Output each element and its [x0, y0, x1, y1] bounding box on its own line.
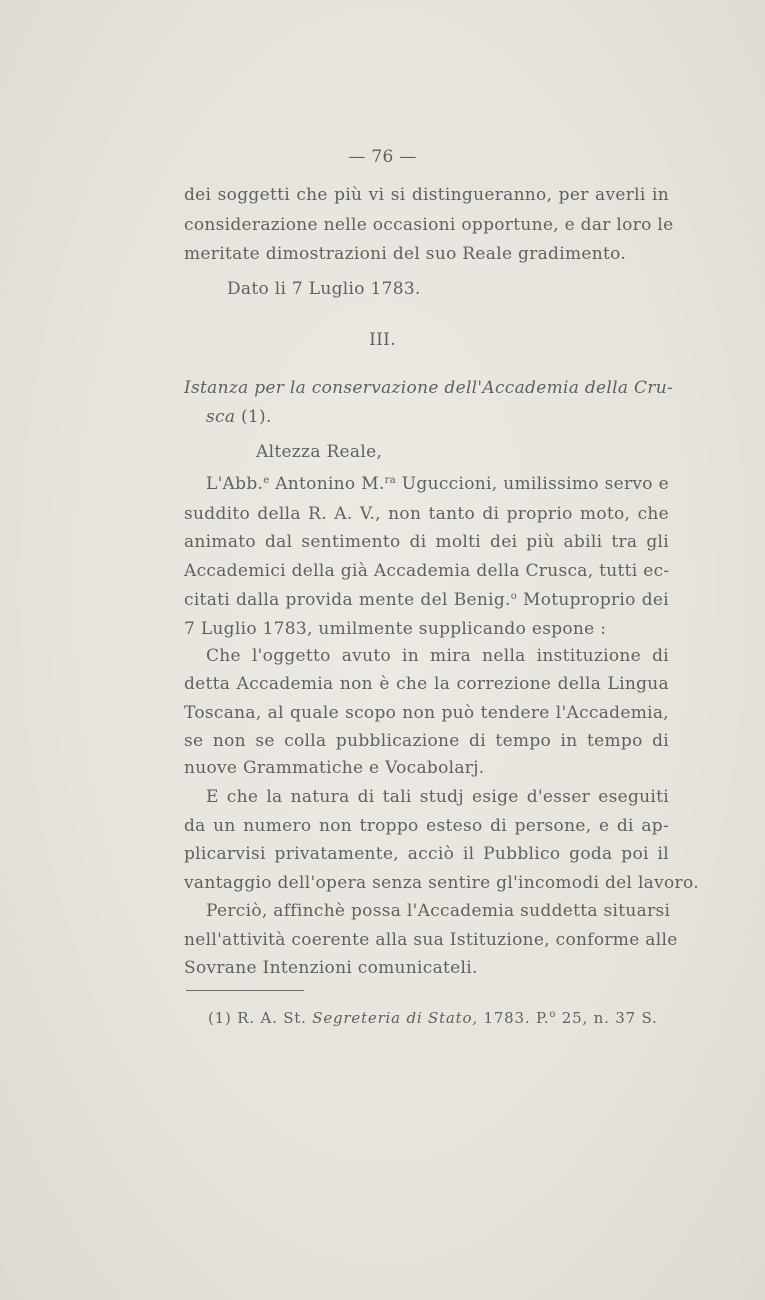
footnote — [208, 1008, 658, 1028]
text-fragment: Motuproprio dei — [517, 590, 669, 610]
text-line: da un numero non troppo esteso di persone, e di ap- — [184, 816, 669, 836]
salutation: Altezza Reale, — [256, 442, 383, 462]
section-heading-continued — [206, 406, 272, 428]
footnote-reference: (1). — [235, 407, 272, 427]
text-line: vantaggio dell'opera senza sentire gl'incomodi del lavoro. — [184, 873, 699, 893]
text-line: nuove Grammatiche e Vocabolarj. — [184, 758, 485, 778]
text-line — [184, 589, 669, 611]
footnote-italic: Segreteria di Stato, — [312, 1009, 478, 1027]
footnote-divider — [186, 990, 304, 991]
footnote-text: (1) R. A. St. — [208, 1009, 313, 1027]
text-line: plicarvisi privatamente, acciò il Pubblico goda poi il — [184, 844, 669, 864]
text-line: considerazione nelle occasioni opportune, e dar loro le — [184, 215, 674, 235]
text-line: detta Accademia non è che la correzione della Lingua — [184, 674, 669, 694]
text-line: Che l'oggetto avuto in mira nella instituzione di — [206, 646, 669, 666]
text-line: Toscana, al quale scopo non può tendere l'Accademia, — [184, 703, 669, 723]
text-line: se non se colla pubblicazione di tempo in tempo di — [184, 731, 669, 751]
superscript: o — [549, 1009, 557, 1020]
date-line: Dato li 7 Luglio 1783. — [227, 279, 421, 299]
text-line: animato dal sentimento di molti dei più abili tra gli — [184, 532, 669, 552]
text-fragment: Antonino M. — [269, 474, 385, 494]
superscript: o — [510, 591, 518, 602]
text-line — [206, 473, 669, 495]
text-line: E che la natura di tali studj esige d'esser eseguiti — [206, 787, 669, 807]
page-number: — 76 — — [348, 147, 417, 167]
section-heading: Istanza per la conservazione dell'Accademia della Cru- — [184, 378, 674, 398]
superscript: e — [263, 475, 270, 486]
text-line: dei soggetti che più vi si distingueranno, per averli in — [184, 185, 669, 205]
text-line: Accademici della già Accademia della Crusca, tutti ec- — [184, 561, 670, 581]
text-line: Sovrane Intenzioni comunicateli. — [184, 958, 478, 978]
text-fragment: Uguccioni, umilissimo servo e — [396, 474, 669, 494]
superscript: ra — [384, 475, 396, 486]
section-number: III. — [369, 330, 396, 350]
footnote-text: 25, n. 37 S. — [556, 1009, 658, 1027]
heading-text: sca — [206, 407, 236, 427]
text-line: 7 Luglio 1783, umilmente supplicando espone : — [184, 619, 607, 639]
text-line: suddito della R. A. V., non tanto di proprio moto, che — [184, 504, 669, 524]
text-fragment: L'Abb. — [206, 474, 264, 494]
text-line: Perciò, affinchè possa l'Accademia suddetta situarsi — [206, 901, 671, 921]
text-line: meritate dimostrazioni del suo Reale gradimento. — [184, 244, 627, 264]
footnote-text: 1783. P. — [477, 1009, 550, 1027]
text-line: nell'attività coerente alla sua Istituzione, conforme alle — [184, 930, 678, 950]
text-fragment: citati dalla provida mente del Benig. — [184, 590, 511, 610]
